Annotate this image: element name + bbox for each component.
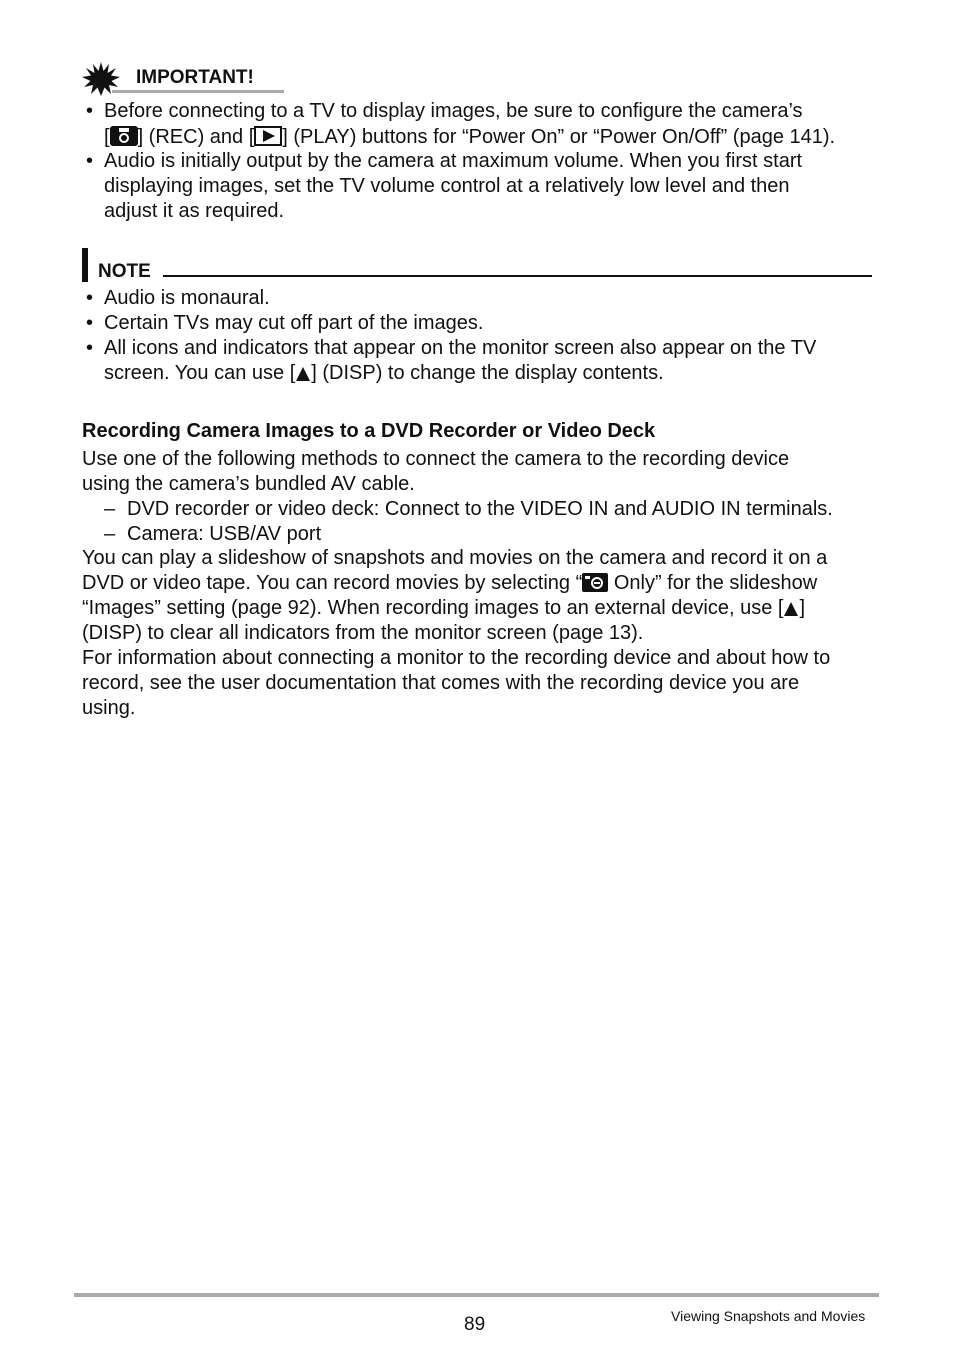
section-intro-line-1: Use one of the following methods to connect the camera to the recording device <box>82 448 790 470</box>
important-item-1-line-2 <box>104 125 835 150</box>
important-item-2-line-1: Audio is initially output by the camera at maximum volume. When you first start <box>104 150 803 172</box>
bullet-marker: • <box>86 287 94 309</box>
camera-icon <box>110 126 138 146</box>
para2-line-4: (DISP) to clear all indicators from the monitor screen (page 13). <box>82 622 644 644</box>
text-fragment: ] <box>799 597 806 619</box>
bullet-marker: • <box>86 100 94 122</box>
note-rule <box>163 275 872 277</box>
bullet-marker: • <box>86 312 94 334</box>
note-title: NOTE <box>98 261 151 282</box>
section-intro-line-2: using the camera’s bundled AV cable. <box>82 473 415 495</box>
para3-line-1: For information about connecting a monitor to the recording device and about how to <box>82 647 831 669</box>
dash-item-2: Camera: USB/AV port <box>127 523 322 545</box>
text-fragment: screen. You can use [ <box>104 362 296 384</box>
para3-line-2: record, see the user documentation that comes with the recording device you are <box>82 672 800 694</box>
para3-line-3: using. <box>82 697 136 719</box>
note-item-3-line-2 <box>104 361 664 386</box>
important-item-1-line-1: Before connecting to a TV to display images, be sure to configure the camera’s <box>104 100 803 122</box>
para2-line-1: You can play a slideshow of snapshots and movies on the camera and record it on a <box>82 547 828 569</box>
para2-line-3 <box>82 596 805 621</box>
text-fragment: ] (DISP) to change the display contents. <box>311 362 664 384</box>
text-fragment: [ <box>104 126 110 148</box>
footer-rule <box>74 1293 879 1297</box>
important-item-2-line-3: adjust it as required. <box>104 200 285 222</box>
page-number: 89 <box>464 1314 486 1335</box>
text-fragment: “Images” setting (page 92). When recording images to an external device, use [ <box>82 597 784 619</box>
section-heading: Recording Camera Images to a DVD Recorder or Video Deck <box>82 420 656 442</box>
text-fragment: Only” for the slideshow <box>608 572 818 594</box>
para2-line-2 <box>82 571 817 596</box>
note-item-2: Certain TVs may cut off part of the images. <box>104 312 484 334</box>
up-triangle-icon <box>783 601 799 617</box>
footer-section-title: Viewing Snapshots and Movies <box>671 1308 866 1324</box>
dash-item-1: DVD recorder or video deck: Connect to the VIDEO IN and AUDIO IN terminals. <box>127 498 833 520</box>
text-fragment: DVD or video tape. You can record movies by selecting “ <box>82 572 583 594</box>
bullet-marker: • <box>86 337 94 359</box>
text-fragment: ] (PLAY) buttons for “Power On” or “Power On/Off” (page 141). <box>282 126 836 148</box>
play-icon <box>254 126 282 146</box>
important-header <box>82 62 287 96</box>
important-item-2-line-2: displaying images, set the TV volume control at a relatively low level and then <box>104 175 790 197</box>
note-marker-bar <box>82 248 88 282</box>
text-fragment: ] (REC) and [ <box>137 126 255 148</box>
up-triangle-icon <box>295 366 311 382</box>
dash-marker: – <box>104 498 116 520</box>
important-underline <box>112 90 284 93</box>
bullet-marker: • <box>86 150 94 172</box>
note-item-1: Audio is monaural. <box>104 287 270 309</box>
note-item-3-line-1: All icons and indicators that appear on the monitor screen also appear on the TV <box>104 337 817 359</box>
dash-marker: – <box>104 523 116 545</box>
important-title: IMPORTANT! <box>136 67 254 88</box>
movie-icon <box>582 573 608 592</box>
